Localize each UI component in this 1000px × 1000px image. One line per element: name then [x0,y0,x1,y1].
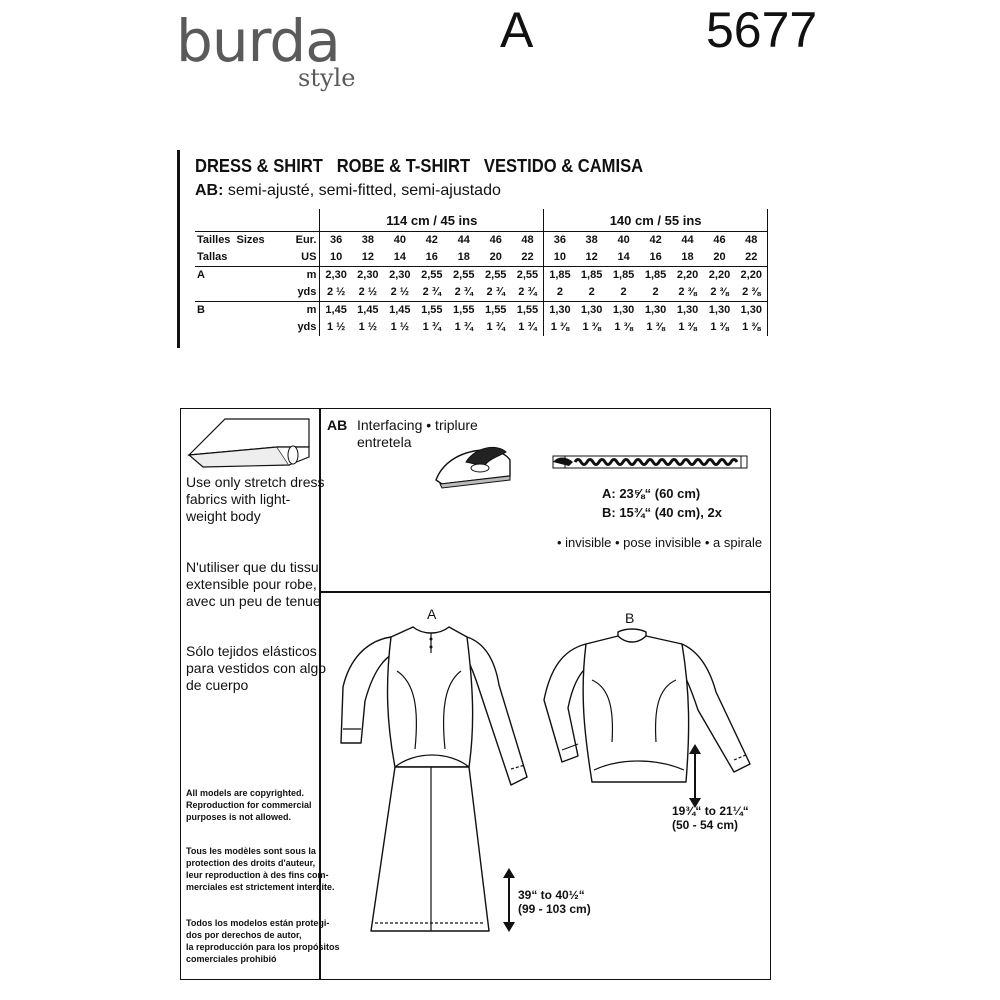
fit-description [195,182,501,200]
size-cell: 18 [457,251,470,263]
brand-logo: burda [176,7,340,75]
yardage-cell: 1,30 [544,302,576,320]
width-header-row [195,209,768,232]
brand-logo-sub: style [298,64,356,92]
section-bar [177,150,180,348]
size-cell: 40 [617,234,630,246]
width-header-140: 140 cm / 55 ins [544,209,768,232]
size-cell: 42 [425,234,438,246]
yardage-cell: 1,45 [384,302,416,320]
yardage-cell: 2,55 [480,267,512,285]
row-view-label: A [195,267,285,285]
yardage-cell: 2 ½ [320,284,352,302]
size-cell: 48 [521,234,534,246]
size-cell: 38 [361,234,374,246]
row-unit: yds [297,286,317,298]
garment-title: DRESS & SHIRT ROBE & T-SHIRT VESTIDO & CAMISA [195,156,644,176]
yardage-cell: 1 ⅜ [614,321,633,333]
yardage-cell: 2,30 [384,267,416,285]
yardage-cell: 2 ⅜ [710,286,729,298]
yardage-cell: 2,20 [672,267,704,285]
size-cell: 22 [521,251,534,263]
text-line: avec un peu de tenue [186,593,321,609]
yardage-cell: 1 ¾ [518,321,537,333]
yardage-cell: 1,30 [736,302,768,320]
size-cell: 46 [713,234,726,246]
yardage-cell: 1 ⅜ [710,321,729,333]
text-line: weight body [186,508,261,524]
text-line: leur reproduction à des fins com- [186,870,329,880]
length-arrow-b-icon [688,744,702,808]
length-a-ins: 39“ to 40½“ [518,888,585,902]
yardage-table [195,209,768,336]
row-view-label [195,319,285,336]
yardage-cell: 1 ⅜ [678,321,697,333]
yardage-cell: 2 ⅜ [678,286,697,298]
yardage-cell: 2 ¾ [486,286,505,298]
view-letter: A [500,2,534,58]
length-b-ins: 19¾“ to 21¼“ [672,804,749,818]
yardage-cell: 1 ¾ [486,321,505,333]
yardage-cell: 2,55 [512,267,544,285]
yardage-cell: 1,55 [480,302,512,320]
yardage-cell: 1,85 [576,267,608,285]
fit-text: semi-ajusté, semi-fitted, semi-ajustado [223,182,501,199]
yardage-cell: 2 ½ [358,286,378,298]
text-line: entretela [357,434,412,450]
us-label: US [301,251,317,263]
fabric-note-es [186,643,326,694]
yardage-cell: 2,20 [704,267,736,285]
size-cell: 10 [320,249,352,267]
yardage-cell: 1 ⅜ [544,319,576,336]
copyright-es [186,917,340,965]
length-arrow-a-icon [502,868,516,932]
zipper-length-a: A: 23⅝“ (60 cm) [602,486,701,501]
size-cell: 44 [457,234,470,246]
size-cell: 18 [681,251,694,263]
yardage-cell: 2 [588,286,595,298]
yardage-cell: 2 ¾ [454,286,473,298]
text-line: dos por derechos de autor, [186,930,302,940]
yardage-cell: 1,85 [640,267,672,285]
copyright-fr [186,845,335,893]
us-size-row [195,249,768,267]
yardage-cell: 2,30 [320,267,352,285]
yardage-cell: 1 ⅜ [646,321,665,333]
text-line: de cuerpo [186,677,249,693]
text-line: Todos los modelos están protegi- [186,918,330,928]
text-line: fabrics with light- [186,491,291,507]
size-cell: 12 [585,251,598,263]
yardage-row-b-yds [195,319,768,336]
size-cell: 36 [544,232,576,250]
zipper-length-b: B: 15¾“ (40 cm), 2x [602,505,722,520]
yardage-cell: 2,55 [416,267,448,285]
length-a-cm: (99 - 103 cm) [518,902,591,916]
fabric-note-en [186,474,325,525]
dress-a-illustration [335,625,530,935]
size-cell: 14 [393,251,406,263]
iron-icon [432,440,514,490]
yardage-cell: 1,55 [448,302,480,320]
row-unit: m [285,302,320,320]
shirt-b-illustration [540,622,755,787]
length-a [518,888,591,916]
text-line: Interfacing • triplure [357,417,478,433]
size-cell: 14 [617,251,630,263]
yardage-cell: 2 [620,286,627,298]
eur-size-row [195,232,768,250]
yardage-cell: 1,85 [608,267,640,285]
yardage-cell: 2 ¾ [422,286,441,298]
yardage-cell: 2 ½ [390,286,409,298]
yardage-cell: 1,85 [544,267,576,285]
yardage-cell: 2 ⅜ [736,284,768,302]
size-cell: 46 [489,234,502,246]
yardage-cell: 1 ½ [390,321,409,333]
copyright-en [186,787,312,823]
yardage-cell: 1,30 [608,302,640,320]
text-line: extensible pour robe, [186,576,317,592]
text-line: Reproduction for commercial [186,800,312,810]
text-line: Sólo tejidos elásticos [186,643,317,659]
yardage-cell: 2 ¾ [518,286,537,298]
size-cell: 36 [320,232,352,250]
size-cell: 20 [713,251,726,263]
text-line: comerciales prohibió [186,954,277,964]
yardage-cell: 1,30 [704,302,736,320]
row-view-label: B [195,302,285,320]
yardage-cell: 1,30 [576,302,608,320]
size-cell: 48 [736,232,768,250]
size-label-es: Tallas [197,251,228,263]
length-b [672,804,749,832]
text-line: para vestidos con algo [186,660,327,676]
view-b-label: B [625,610,635,626]
text-line: protection des droits d'auteur, [186,858,316,868]
size-cell: 40 [393,234,406,246]
width-header-114: 114 cm / 45 ins [320,209,544,232]
yardage-cell: 1,45 [320,302,352,320]
text-line: Tous les modèles sont sous la [186,846,316,856]
yardage-cell: 2,55 [448,267,480,285]
yardage-cell: 1 ⅜ [736,319,768,336]
zipper-types: • invisible • pose invisible • a spirale [557,535,763,550]
yardage-cell: 1 ½ [320,319,352,336]
size-cell: 22 [736,249,768,267]
interfacing-views: AB [327,417,348,433]
fabric-bolt-icon [185,413,315,469]
yardage-cell: 1,45 [352,302,384,320]
size-cell: 38 [585,234,598,246]
yardage-cell: 2,30 [352,267,384,285]
fit-label: AB: [195,182,224,199]
size-label: Tailles Sizes [197,234,265,246]
length-b-cm: (50 - 54 cm) [672,818,739,832]
text-line: N'utiliser que du tissu [186,559,319,575]
text-line: Use only stretch dress [186,474,325,490]
yardage-cell: 1,55 [512,302,544,320]
yardage-cell: 2,20 [736,267,768,285]
size-cell: 16 [649,251,662,263]
fabric-note-fr [186,559,321,610]
yardage-cell: 2 [544,284,576,302]
pattern-number: 5677 [706,2,818,58]
box-divider-horizontal [319,591,771,593]
yardage-cell: 1,30 [640,302,672,320]
yardage-cell: 1 ½ [358,321,378,333]
eur-label: Eur. [295,234,317,246]
size-cell: 44 [681,234,694,246]
size-cell: 16 [425,251,438,263]
yardage-cell: 1 ¾ [454,321,473,333]
text-line: All models are copyrighted. [186,788,305,798]
yardage-cell: 1,55 [416,302,448,320]
yardage-cell: 1,30 [672,302,704,320]
row-unit: m [285,267,320,285]
size-cell: 20 [489,251,502,263]
yardage-cell: 2 [652,286,659,298]
text-line: purposes is not allowed. [186,812,292,822]
size-cell: 42 [649,234,662,246]
view-a-label: A [427,606,437,622]
size-cell: 10 [544,249,576,267]
zipper-lengths [602,484,722,522]
yardage-row-a-yds [195,284,768,302]
text-line: merciales est strictement interdite. [186,882,335,892]
yardage-row-b-m [195,302,768,320]
yardage-cell: 1 ⅜ [582,321,601,333]
size-cell: 12 [361,251,374,263]
row-view-label [195,284,285,302]
row-unit: yds [297,321,317,333]
text-line: la reproducción para los propósitos [186,942,340,952]
yardage-row-a-m [195,267,768,285]
yardage-cell: 1 ¾ [422,321,441,333]
zipper-icon [551,451,751,473]
